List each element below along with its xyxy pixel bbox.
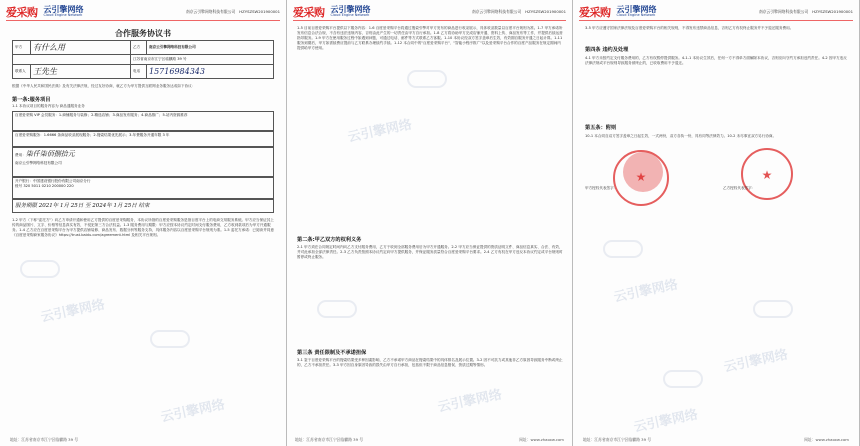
page2-body-top: 1-5 目前百度爱采购平台提供以下服务内容：1-6 百度爱采购平台将通过搜索引擎对甲方发布的商品进行收录展示，具体收录数量以百度平台规则为准。1-7 甲方承诺所发布信息合法合规，不含有违法违规内容，否则由此产生的一切责任由甲方自行承担。1-8 乙方将协助甲方完成店铺开通、资料上传、商品发布等工作，并提供后续运营指导服务。1-9 甲方在使用服务过程中如遇到问题，可通过电话、邮件等方式联系乙方客服。1-10 本协议经双方签字盖章后生效，有效期自服务开通之日起计算。1-11 服务到期后，甲方如需续费应提前与乙方联系办理续约手续。1-12 本合同中的"百度爱采购平台"、"智能小程序推广"以及爱采购平台合作的百度产品服务在规定期间内提供给甲方使用。	[297, 26, 563, 50]
phone-label: 电话	[131, 65, 147, 79]
parties-table	[12, 40, 274, 79]
footer-address: 地址：江苏省南京市江宁区临麒路 39 号	[583, 437, 651, 442]
section-1-title: 第一条:服务项目	[12, 97, 51, 103]
cloud-engine-logo: 云引擎网络 Cloud Engine Network	[43, 4, 84, 17]
contract-title: 合作服务协议书	[115, 28, 171, 38]
header-doc-no: HZYSZSW201900001	[812, 9, 853, 14]
watermark: 云引擎网络	[159, 397, 227, 426]
party-a-value: 有什么用	[31, 41, 131, 55]
page2-body-mid: 2-1 甲方须在合同规定时间内向乙方支付服务费用，乙方于收到全部服务费用后为甲方开通服务。2-2 甲方应当保证提供的资质证明文件、商品信息真实、合法、有效，并对此承担全部法律责任。2-3 乙方负责按照本协议约定向甲方提供服务，并保证服务质量符合百度爱采购平台要求。2-4 乙方有权在甲方违反本协议约定或平台规则时暂停或终止服务。	[297, 245, 563, 259]
party-a-sign-line: 甲方授权代表签字：	[585, 186, 618, 190]
page-header	[293, 3, 566, 21]
party-b-address: 江苏省南京市江宁区临麒路 39 号	[131, 55, 274, 65]
footer-address: 地址：江苏省南京市江宁区临麒路 39 号	[10, 437, 78, 442]
fee-row: 费用：柒仟柒佰捌拾元 南京云引擎网络科技有限公司	[12, 147, 274, 177]
header-company: 南京云引擎网络科技有限公司	[185, 8, 236, 14]
phone-value: 15716984343	[147, 65, 274, 79]
page3-body-4: 4-1 甲方未按约定支付服务费用的，乙方有权暂停提供服务。4-1-1 本协议生效后，任何一方不得单方面解除本协议，否则应向守约方承担违约责任。4-2 因甲方违反法律法规或平台规则导致服务被终止的，已收取费用不予退还。	[585, 56, 847, 65]
service-row-1: 百度爱采购 VIP 会员服务：1.商铺服务与装修；2.精选店铺；3.商品发布服务；4.商品推广；5.站内资源推荐	[12, 111, 274, 131]
party-b-sign-line: 乙方授权代表签字：	[723, 186, 756, 190]
party-b-value: 南京云引擎网络科技有限公司	[147, 41, 274, 55]
footer-website: 网址：www.zhaoxw.com	[804, 437, 849, 442]
item-1-1: 1-1 本协议项目的服务内容为 商品通服务业务	[12, 104, 85, 108]
contact-label: 联系人	[13, 65, 31, 79]
header-company: 南京云引擎网络科技有限公司	[758, 8, 809, 14]
contract-page-2	[287, 0, 573, 446]
aicaigou-logo: 爱采购	[293, 5, 325, 19]
section-4-title: 第四条 违约及处理	[585, 47, 629, 53]
footer-website: 网址：www.zhaoxw.com	[519, 437, 564, 442]
party-b-label: 乙方	[131, 41, 147, 55]
date-row: 服务期限 2021年 1月 25日 至 2024年 1月 25日 结束	[12, 199, 274, 213]
contract-page-1	[0, 0, 287, 446]
service-row-2: 百度爱采购服务：1.6666 条商品收录展现服务；2.搜索结果优先展示；3.年费服务开通年限 3 年	[12, 131, 274, 147]
header-company: 南京云引擎网络科技有限公司	[471, 8, 522, 14]
watermark: 云引擎网络	[632, 407, 700, 436]
intro-text: 根据《中华人民共和国民法典》及有关法律法规，经过友好协商，就乙方为甲方提供互联网业务服务达成如下协议：	[12, 84, 196, 88]
bank-row: 开户银行：中国建设银行股份有限公司南京分行 账号 320 5011 0210 200000 220	[12, 177, 274, 199]
watermark: 云引擎网络	[346, 117, 414, 146]
page2-body-bottom: 3-1 鉴于百度爱采购平台的搜索结果受多种因素影响，乙方不承诺甲方商品在搜索结果中的具体排名及展示位置。3-2 因不可抗力或其他非乙方原因导致服务中断或终止的，乙方不承担责任。3-3 甲方因自身原因导致的损失由甲方自行承担，包括但不限于商品信息错误、资质过期等情形。	[297, 358, 563, 367]
cloud-engine-logo: 云引擎网络 Cloud Engine Network	[616, 4, 657, 17]
header-doc-no: HZYSZSW201900001	[525, 9, 566, 14]
party-a-label: 甲方	[13, 41, 31, 55]
party-a-seal: ★	[613, 150, 669, 206]
cloud-engine-logo: 云引擎网络 Cloud Engine Network	[330, 4, 371, 17]
watermark: 云引擎网络	[612, 277, 680, 306]
section-5-title: 第五条：附则	[585, 125, 617, 131]
contract-body-text: 1-2 甲方（下称"委托方"）向乙方申请开通和使用乙方提供的百度爱采购服务，本协议所指的百度爱采购服务是指百度平台上的电商交易服务系统。甲方应当保证其上传的商品图片、文字、价格等信息真实有效，不侵犯第三方合法权益。1-3 服务费用与期限：甲方应按本协议约定时间支付服务费用，乙方收到款项后为甲方开通服务。1-4 乙方应在百度爱采购平台为甲方提供店铺装修、商品发布、数据分析等服务支持，具体服务内容以百度爱采购平台规则为准。1-5 委托方承诺：已阅读并同意《百度爱采购商家服务协议》https://trust.baidu.com/agreement.html 及相关平台规则。	[12, 218, 274, 237]
watermark: 云引擎网络	[722, 347, 790, 376]
page-header	[579, 3, 853, 21]
aicaigou-logo: 爱采购	[6, 5, 38, 19]
page3-body-top: 3-5 甲方应遵守国家法律法规及百度爱采购平台的相关规则，不得发布违禁商品信息，否则乙方有权终止服务并不予退还服务费用。	[585, 26, 794, 30]
page3-body-5: 10-1 本合同自双方签字盖章之日起生效，一式两份，双方各执一份，具有同等法律效力。10-2 未尽事宜双方另行协商。	[585, 134, 777, 138]
section-3-title: 第三条 责任限制及不承诺担保	[297, 350, 367, 356]
page-header	[6, 3, 280, 21]
party-b-seal: ★	[741, 148, 793, 200]
section-2-title: 第二条:甲乙双方的权利义务	[297, 237, 362, 243]
watermark: 云引擎网络	[39, 297, 107, 326]
header-doc-no: HZYSZSW201900001	[239, 9, 280, 14]
contract-page-3	[573, 0, 860, 446]
watermark: 云引擎网络	[436, 387, 504, 416]
contact-value: 王先生	[31, 65, 131, 79]
aicaigou-logo: 爱采购	[579, 5, 611, 19]
footer-address: 地址：江苏省南京市江宁区临麒路 39 号	[295, 437, 363, 442]
